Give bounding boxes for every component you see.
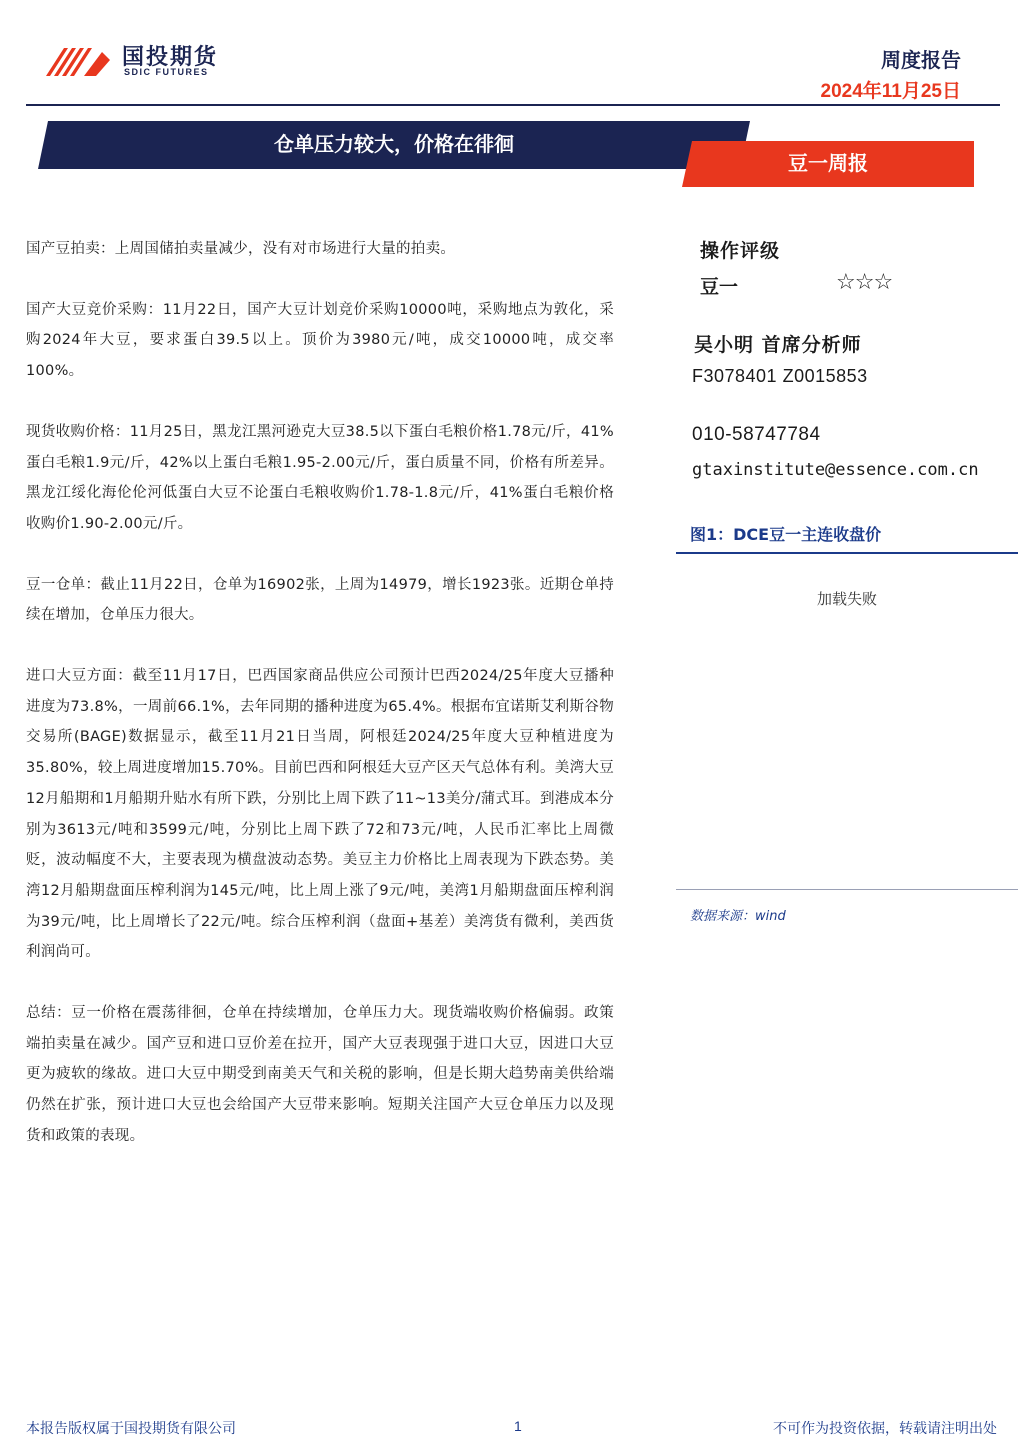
rating-stars-icon: ☆☆☆ <box>836 270 893 295</box>
rating-product: 豆一 <box>700 276 739 298</box>
company-logo <box>44 40 244 82</box>
paragraph-bidding-purchase: 国产大豆竞价采购：11月22日，国产大豆计划竞价采购10000吨，采购地点为敦化，采购2024年大豆，要求蛋白39.5以上。顶价为3980元/吨，成交10000吨，成交率100%。 <box>26 301 614 380</box>
rating-heading: 操作评级 <box>700 240 781 262</box>
analyst-email[interactable]: gtaxinstitute@essence.com.cn <box>692 460 979 480</box>
paragraph-summary: 总结：豆一价格在震荡徘徊，仓单在持续增加，仓单压力大。现货端收购价格偏弱。政策端拍卖量在减少。国产豆和进口豆价差在拉开，国产大豆表现强于进口大豆，因进口大豆更为疲软的缘故。进口大豆中期受到南美天气和关税的影响，但是长期大趋势南美供给端仍然在扩张，预计进口大豆也会给国产大豆带来影响。短期关注国产大豆仓单压力以及现货和政策的表现。 <box>26 1005 614 1144</box>
header-divider <box>26 104 1000 106</box>
analyst-phone: 010-58747784 <box>692 424 821 445</box>
logo-text-cn: 国投期货 <box>122 44 219 69</box>
figure-bottom-rule <box>676 889 1018 890</box>
footer-copyright: 本报告版权属于国投期货有限公司 <box>26 1420 236 1436</box>
analyst-license: F3078401 Z0015853 <box>692 366 868 386</box>
paragraph-imported-soybeans: 进口大豆方面：截至11月17日，巴西国家商品供应公司预计巴西2024/25年度大豆播种进度为73.8%，一周前66.1%，去年同期的播种进度为65.4%。根据布宜诺斯艾利斯谷物交易所(BAGE)数据显示，截至11月21日当周，阿根廷2024/25年度大豆种植进度为35.80%，较上周进度增加15.70%。目前巴西和阿根廷大豆产区天气总体有利。美湾大豆12月船期和1月船期升贴水有所下跌，分别比上周下跌了11~13美分/蒲式耳。到港成本分别为3613元/吨和3599元/吨，分别比上周下跌了72和73元/吨，人民币汇率比上周微贬，波动幅度不大，主要表现为横盘波动态势。美豆主力价格比上周表现为下跌态势。美湾12月船期盘面压榨利润为145元/吨，比上周上涨了9元/吨，美湾1月船期盘面压榨利润为39元/吨，比上周增长了22元/吨。综合压榨利润（盘面+基差）美湾货有微利，美西货利润尚可。 <box>26 668 614 961</box>
report-date: 2024年11月25日 <box>820 81 961 102</box>
report-title: 仓单压力较大，价格在徘徊 <box>274 134 514 156</box>
analyst-name: 吴小明 首席分析师 <box>694 334 862 356</box>
figure-source: 数据来源：wind <box>690 909 786 924</box>
paragraph-warehouse-receipts: 豆一仓单：截止11月22日，仓单为16902张，上周为14979，增长1923张。近期仓单持续在增加，仓单压力很大。 <box>26 576 614 624</box>
report-tag: 豆一周报 <box>788 153 868 175</box>
figure-title: 图1：DCE豆一主连收盘价 <box>690 525 882 544</box>
paragraph-auction: 国产豆拍卖：上周国储拍卖量减少，没有对市场进行大量的拍卖。 <box>26 241 456 257</box>
report-type: 周度报告 <box>881 50 961 72</box>
main-content <box>26 234 614 1182</box>
figure-load-failed: 加载失败 <box>816 590 877 608</box>
logo-mark-icon <box>44 42 114 78</box>
footer-disclaimer: 不可作为投资依据，转载请注明出处 <box>773 1420 997 1436</box>
paragraph-spot-price: 现货收购价格：11月25日，黑龙江黑河逊克大豆38.5以下蛋白毛粮价格1.78元/斤，41%蛋白毛粮1.9元/斤，42%以上蛋白毛粮1.95-2.00元/斤，蛋白质量不同，价格有所差异。黑龙江绥化海伦伦河低蛋白大豆不论蛋白毛粮收购价1.78-1.8元/斤，41%蛋白毛粮价格收购价1.90-2.00元/斤。 <box>26 423 614 532</box>
logo-text-en: SDIC FUTURES <box>124 67 209 77</box>
page-number: 1 <box>514 1418 522 1434</box>
